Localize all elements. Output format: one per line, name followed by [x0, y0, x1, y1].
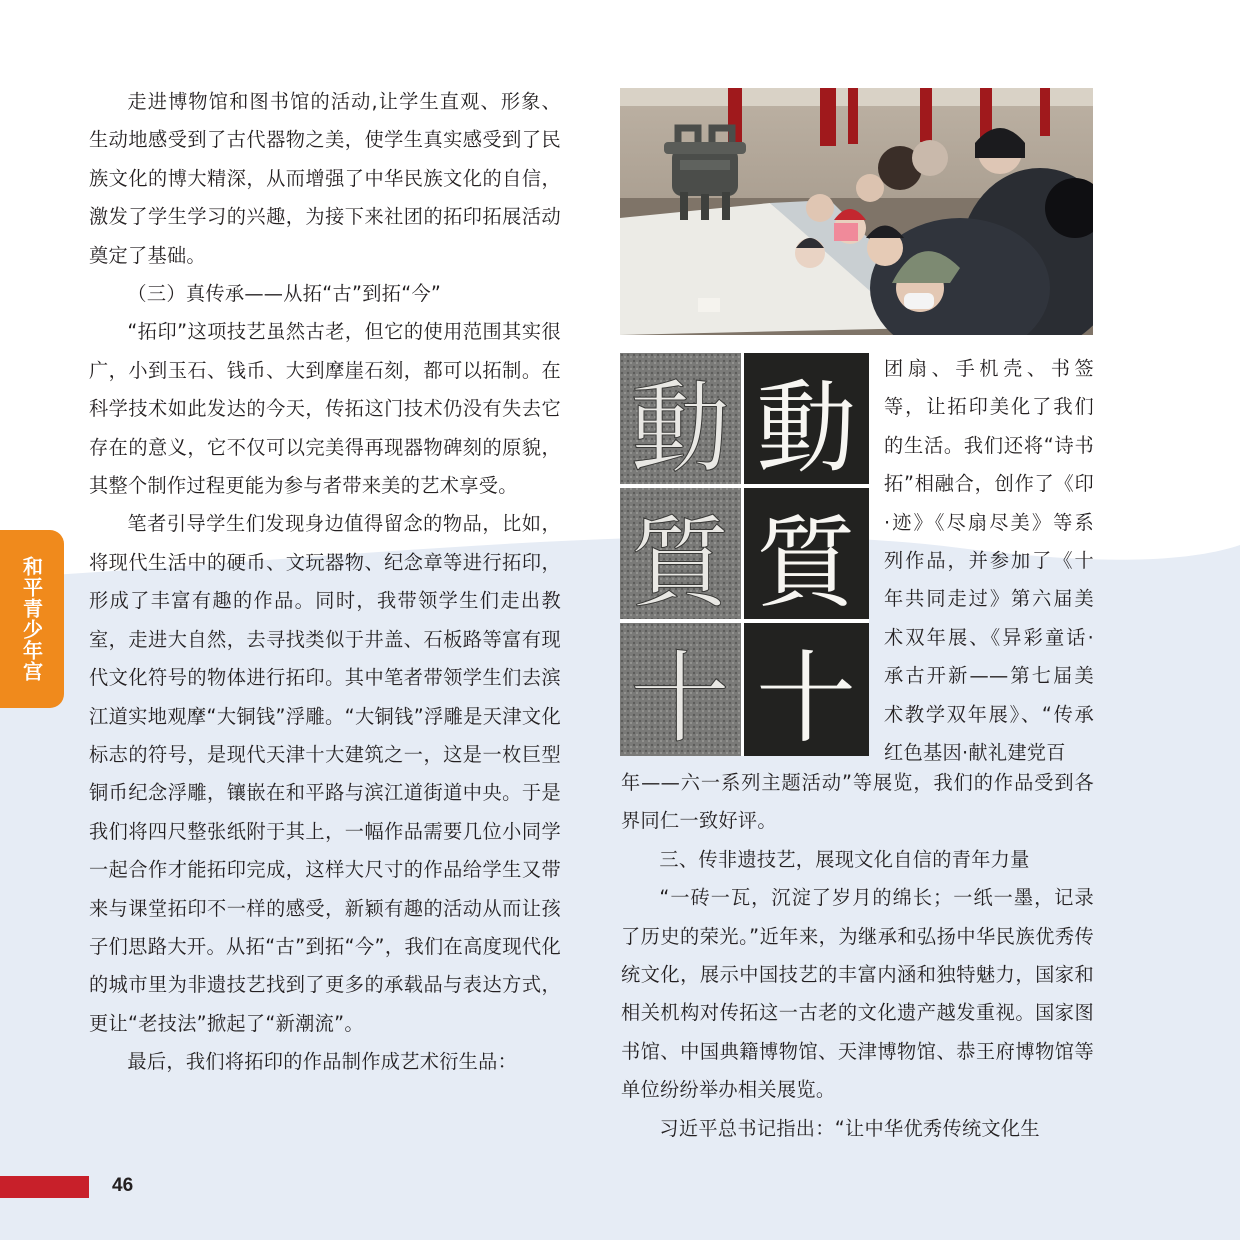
rubbing-char-1-left: 動 [630, 370, 730, 487]
rubbing-char-1-right: 動 [756, 370, 856, 487]
left-column [89, 83, 561, 1082]
section-tab [0, 530, 64, 708]
rubbing-comparison-figure [620, 353, 869, 756]
museum-visit-photo [620, 88, 1093, 335]
section-tab-label: 和平青少年宫 [19, 556, 44, 682]
paragraph-xi-quote: 习近平总书记指出：“让中华优秀传统文化生 [659, 1116, 1040, 1140]
paragraph-rubbing-scope: “拓印”这项技艺虽然古老，但它的使用范围其实很广，小到玉石、钱币、大到摩崖石刻，都可以拓制。在科学技术如此发达的今天，传拓这门技术仍没有失去它存在的意义，它不仅可以完美得再现器物碑刻的原貌，其整个制作过程更能为参与者带来美的艺术享受。 [89, 320, 561, 498]
footer-red-bar [0, 1176, 89, 1198]
rubbing-char-3-right: 十 [756, 640, 856, 756]
rubbing-char-2-right: 質 [756, 505, 856, 622]
paragraph-derivative-works: 团扇、手机壳、书签等，让拓印美化了我们的生活。我们还将“诗书拓”相融合，创作了《印·迹》《尽扇尽美》等系列作品，并参加了《十年共同走过》第六届美术双年展、《异彩童话·承古开新——第七届美术教学双年展》、“传承红色基因·献礼建党百 [884, 357, 1094, 765]
page-number: 46 [112, 1175, 134, 1196]
paragraph-museum-visit: 走进博物馆和图书馆的活动,让学生直观、形象、生动地感受到了古代器物之美，使学生真实感受到了民族文化的博大精深，从而增强了中华民族文化的自信，激发了学生学习的兴趣，为接下来社团的拓印拓展活动奠定了基础。 [89, 90, 561, 267]
paragraph-derivatives: 最后，我们将拓印的作品制作成艺术衍生品： [127, 1050, 518, 1074]
subheading-true-inheritance: （三）真传承——从拓“古”到拓“今” [127, 282, 442, 306]
paragraph-national-attention: “一砖一瓦，沉淀了岁月的绵长；一纸一墨，记录了历史的荣光。”近年来，为继承和弘扬中华民族优秀传统文化，展示中国技艺的丰富内涵和独特魅力，国家和相关机构对传拓这一古老的文化遗产越发重视。国家图书馆、中国典籍博物馆、天津博物馆、恭王府博物馆等单位纷纷举办相关展览。 [621, 886, 1094, 1102]
section-heading-cultural-confidence: 三、传非遗技艺，展现文化自信的青年力量 [659, 847, 1030, 871]
right-column-lower [621, 764, 1094, 1148]
rubbing-char-3-left: 十 [630, 640, 730, 756]
paragraph-exhibition-praise: 年——六一系列主题活动”等展览，我们的作品受到各界同仁一致好评。 [621, 771, 1094, 833]
rubbing-char-2-left: 質 [630, 505, 730, 622]
right-column-wrap-text [884, 350, 1094, 772]
paragraph-modern-rubbing: 笔者引导学生们发现身边值得留念的物品，比如，将现代生活中的硬币、文玩器物、纪念章等进行拓印，形成了丰富有趣的作品。同时，我带领学生们走出教室，走进大自然，去寻找类似于井盖、石板路等富有现代文化符号的物体进行拓印。其中笔者带领学生们去滨江道实地观摩“大铜钱”浮雕。“大铜钱”浮雕是天津文化标志的符号，是现代天津十大建筑之一，这是一枚巨型铜币纪念浮雕，镶嵌在和平路与滨江道街道中央。于是我们将四尺整张纸附于其上，一幅作品需要几位小同学一起合作才能拓印完成，这样大尺寸的作品给学生又带来与课堂拓印不一样的感受，新颖有趣的活动从而让孩子们思路大开。从拓“古”到拓“今”，我们在高度现代化的城市里为非遗技艺找到了更多的承载品与表达方式，更让“老技法”掀起了“新潮流”。 [89, 512, 561, 1035]
